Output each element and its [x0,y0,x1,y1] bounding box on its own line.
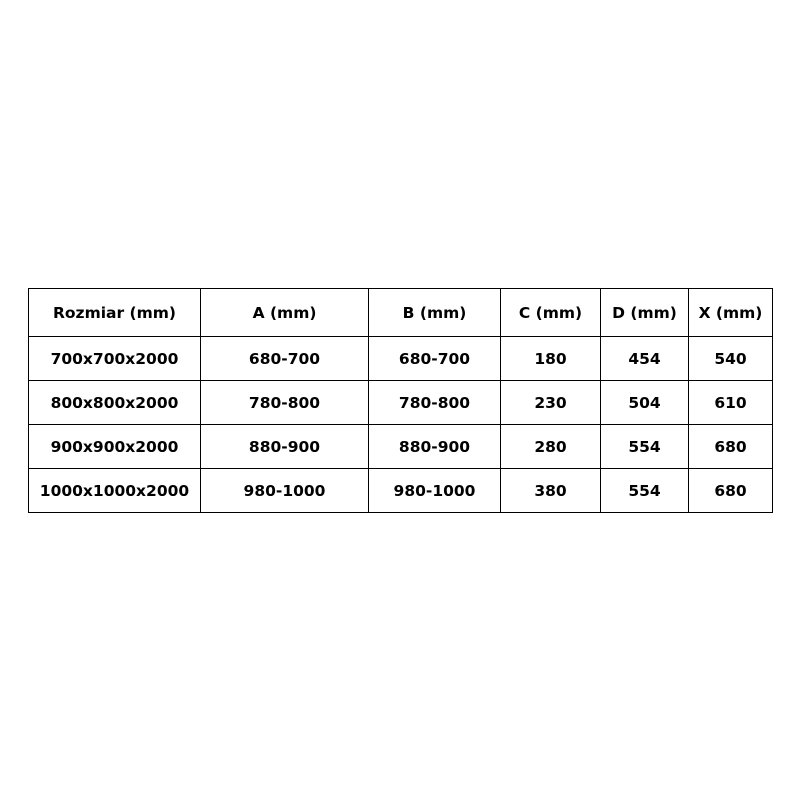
cell-d: 454 [601,337,689,381]
column-header-c: C (mm) [501,289,601,337]
cell-a: 980-1000 [201,469,369,513]
cell-b: 780-800 [369,381,501,425]
cell-a: 780-800 [201,381,369,425]
cell-size: 1000x1000x2000 [29,469,201,513]
specification-table [28,288,773,513]
cell-size: 700x700x2000 [29,337,201,381]
specification-table-container [28,288,772,513]
cell-d: 504 [601,381,689,425]
cell-a: 680-700 [201,337,369,381]
cell-b: 680-700 [369,337,501,381]
cell-b: 980-1000 [369,469,501,513]
cell-d: 554 [601,469,689,513]
column-header-d: D (mm) [601,289,689,337]
cell-d: 554 [601,425,689,469]
column-header-a: A (mm) [201,289,369,337]
cell-c: 280 [501,425,601,469]
cell-c: 180 [501,337,601,381]
cell-size: 800x800x2000 [29,381,201,425]
table-header-row [29,289,773,337]
cell-x: 540 [689,337,773,381]
table-row [29,381,773,425]
cell-x: 680 [689,469,773,513]
column-header-size: Rozmiar (mm) [29,289,201,337]
cell-c: 380 [501,469,601,513]
table-row [29,425,773,469]
cell-a: 880-900 [201,425,369,469]
cell-x: 680 [689,425,773,469]
cell-size: 900x900x2000 [29,425,201,469]
cell-c: 230 [501,381,601,425]
column-header-b: B (mm) [369,289,501,337]
cell-x: 610 [689,381,773,425]
table-row [29,337,773,381]
column-header-x: X (mm) [689,289,773,337]
cell-b: 880-900 [369,425,501,469]
table-row [29,469,773,513]
